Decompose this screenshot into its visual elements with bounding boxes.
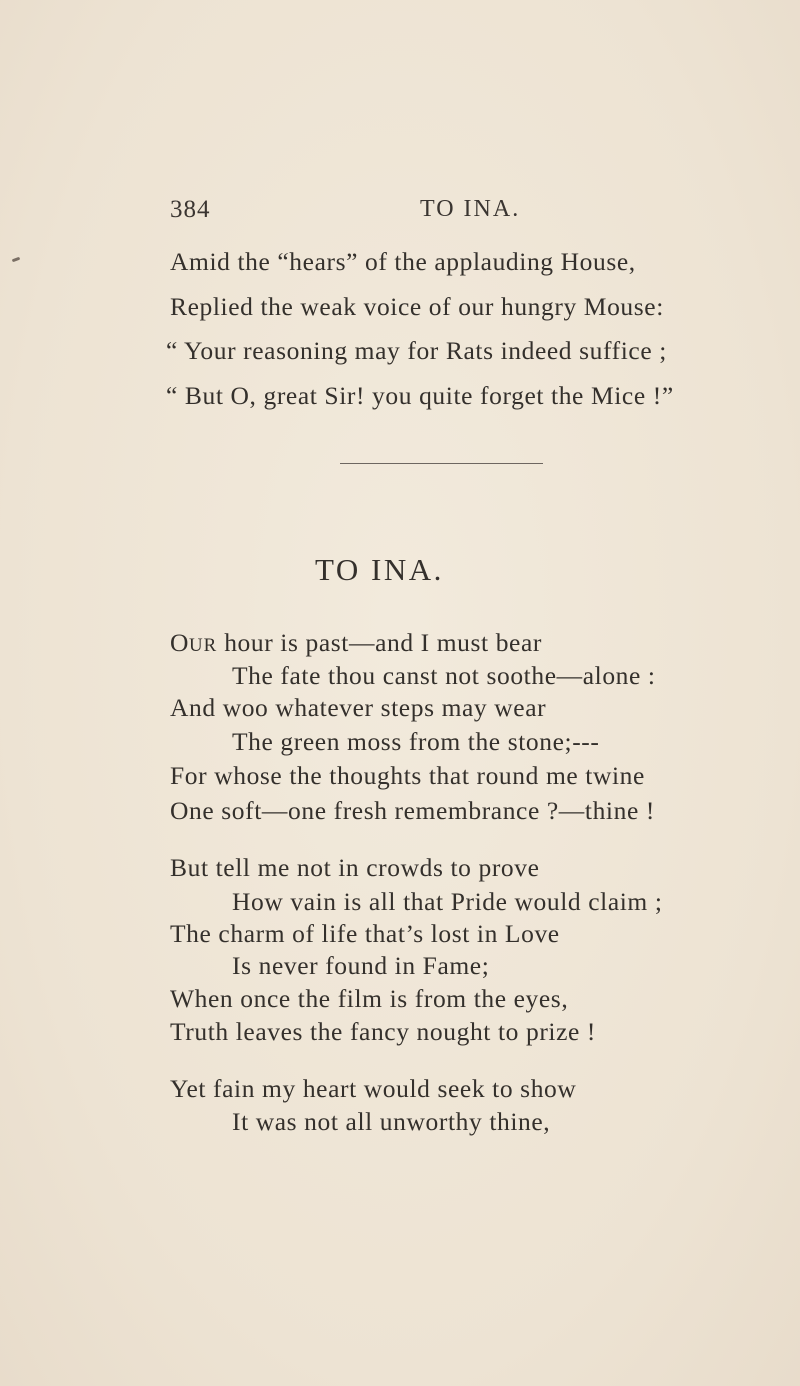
verse-line: But tell me not in crowds to prove (170, 853, 540, 882)
first-word-small-caps: UR (189, 635, 218, 656)
verse-line: “ But O, great Sir! you quite forget the Mice !” (166, 381, 674, 410)
verse-line: “ Your reasoning may for Rats indeed suffice ; (166, 336, 667, 365)
verse-line: One soft—one fresh remembrance ?—thine ! (170, 796, 655, 825)
verse-line: Truth leaves the fancy nought to prize ! (170, 1017, 596, 1046)
verse-line (170, 628, 542, 658)
margin-mark (12, 257, 21, 263)
running-title: TO INA. (420, 196, 521, 222)
verse-line: For whose the thoughts that round me twine (170, 761, 645, 790)
verse-line: The charm of life that’s lost in Love (170, 919, 560, 948)
poem-title: TO INA. (315, 552, 444, 587)
section-divider (340, 463, 543, 464)
verse-line: And woo whatever steps may wear (170, 693, 547, 722)
page-number: 384 (170, 196, 211, 223)
verse-line: Yet fain my heart would seek to show (170, 1074, 577, 1103)
verse-line: How vain is all that Pride would claim ; (232, 887, 663, 916)
verse-line: The fate thou canst not soothe—alone : (232, 661, 656, 690)
verse-line: It was not all unworthy thine, (232, 1107, 551, 1136)
first-word-initial: O (170, 628, 190, 657)
verse-line: When once the film is from the eyes, (170, 984, 569, 1013)
verse-line: Amid the “hears” of the applauding House, (170, 247, 636, 276)
verse-line: The green moss from the stone;--- (232, 727, 600, 756)
verse-line-text: hour is past—and I must bear (217, 628, 542, 657)
verse-line: Is never found in Fame; (232, 951, 490, 980)
running-head (170, 196, 800, 236)
verse-line: Replied the weak voice of our hungry Mouse: (170, 292, 664, 321)
